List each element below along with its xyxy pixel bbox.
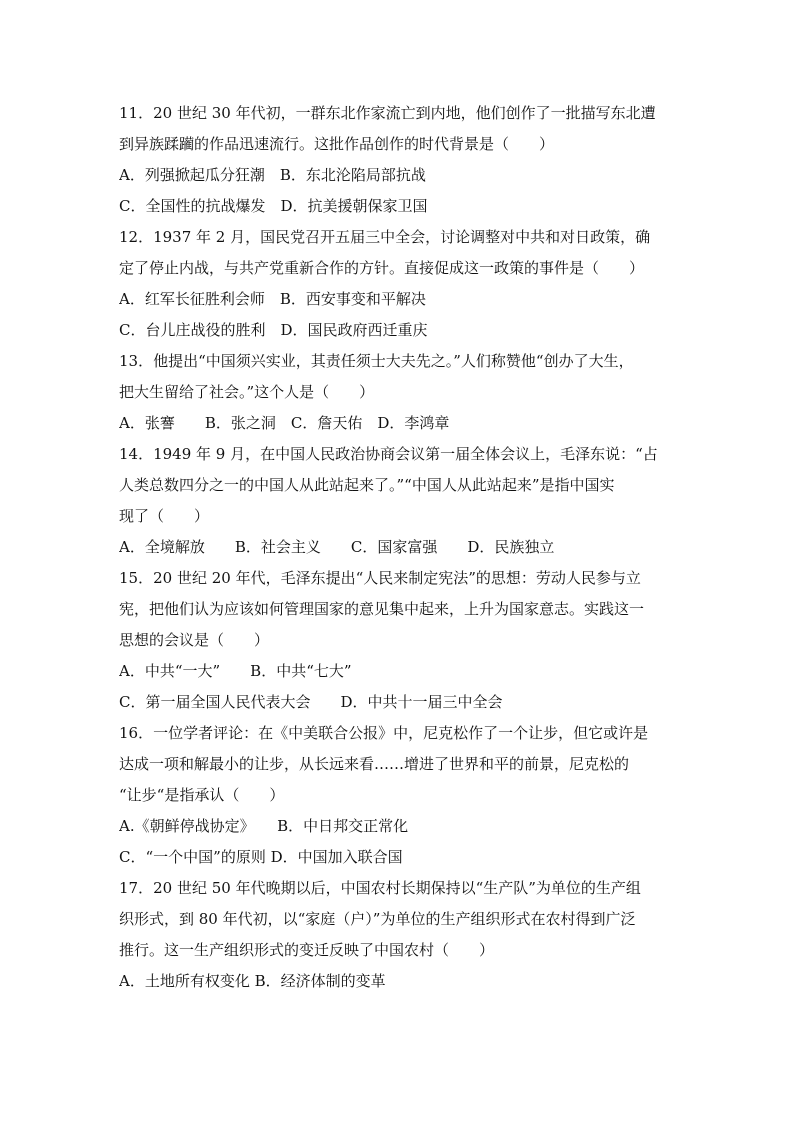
text-line: 16．一位学者评论：在《中美联合公报》中，尼克松作了一个让步，但它或许是: [119, 724, 649, 742]
text-line: 现了（ ）: [119, 507, 210, 525]
text-line: 织形式，到 80 年代初，以“家庭（户）”为单位的生产组织形式在农村得到广泛: [119, 910, 636, 928]
text-line: 13．他提出“中国须兴实业，其责任须士大夫先之。”人们称赞他“创办了大生，: [119, 352, 634, 370]
text-line: A．土地所有权变化 B．经济体制的变革: [119, 972, 386, 990]
text-line: 把大生留给了社会。”这个人是（ ）: [119, 383, 375, 401]
text-line: 14．1949 年 9 月，在中国人民政治协商会议第一届全体会议上，毛泽东说：“占: [119, 445, 658, 463]
text-line: A．全境解放 B．社会主义 C．国家富强 D．民族独立: [119, 538, 555, 556]
question-text: [119, 98, 679, 997]
text-line: 推行。这一生产组织形式的变迁反映了中国农村（ ）: [119, 941, 495, 959]
text-line: 17．20 世纪 50 年代晚期以后，中国农村长期保持以“生产队”为单位的生产组: [119, 879, 641, 897]
text-line: 宪，把他们认为应该如何管理国家的意见集中起来，上升为国家意志。实践这一: [119, 600, 645, 618]
text-line: A．红军长征胜利会师 B．西安事变和平解决: [119, 290, 426, 308]
text-line: 12．1937 年 2 月，国民党召开五届三中全会，讨论调整对中共和对日政策，确: [119, 228, 651, 246]
text-line: C．“一个中国”的原则 D．中国加入联合国: [119, 848, 403, 866]
text-line: A．列强掀起瓜分狂潮 B．东北沦陷局部抗战: [119, 166, 426, 184]
text-line: A．中共“一大” B．中共“七大”: [119, 662, 352, 680]
text-line: C．第一届全国人民代表大会 D．中共十一届三中全会: [119, 693, 503, 711]
text-line: 11．20 世纪 30 年代初，一群东北作家流亡到内地，他们创作了一批描写东北遭: [119, 104, 656, 122]
text-line: C．台儿庄战役的胜利 D．国民政府西迁重庆: [119, 321, 428, 339]
text-line: 定了停止内战，与共产党重新合作的方针。直接促成这一政策的事件是（ ）: [119, 259, 645, 277]
text-line: 15．20 世纪 20 年代，毛泽东提出“人民来制定宪法”的思想：劳动人民参与立: [119, 569, 641, 587]
text-line: 思想的会议是（ ）: [119, 631, 270, 649]
text-line: 到异族蹂躏的作品迅速流行。这批作品创作的时代背景是（ ）: [119, 135, 555, 153]
text-line: C．全国性的抗战爆发 D．抗美援朝保家卫国: [119, 197, 428, 215]
text-line: “让步“是指承认（ ）: [119, 786, 285, 804]
text-line: A.《朝鲜停战协定》 B．中日邦交正常化: [119, 817, 409, 835]
text-line: A．张謇 B．张之洞 C．詹天佑 D．李鸿章: [119, 414, 450, 432]
text-line: 达成一项和解最小的让步，从长远来看……增进了世界和平的前景，尼克松的: [119, 755, 630, 773]
text-line: 人类总数四分之一的中国人从此站起来了。”“中国人从此站起来”是指中国实: [119, 476, 615, 494]
